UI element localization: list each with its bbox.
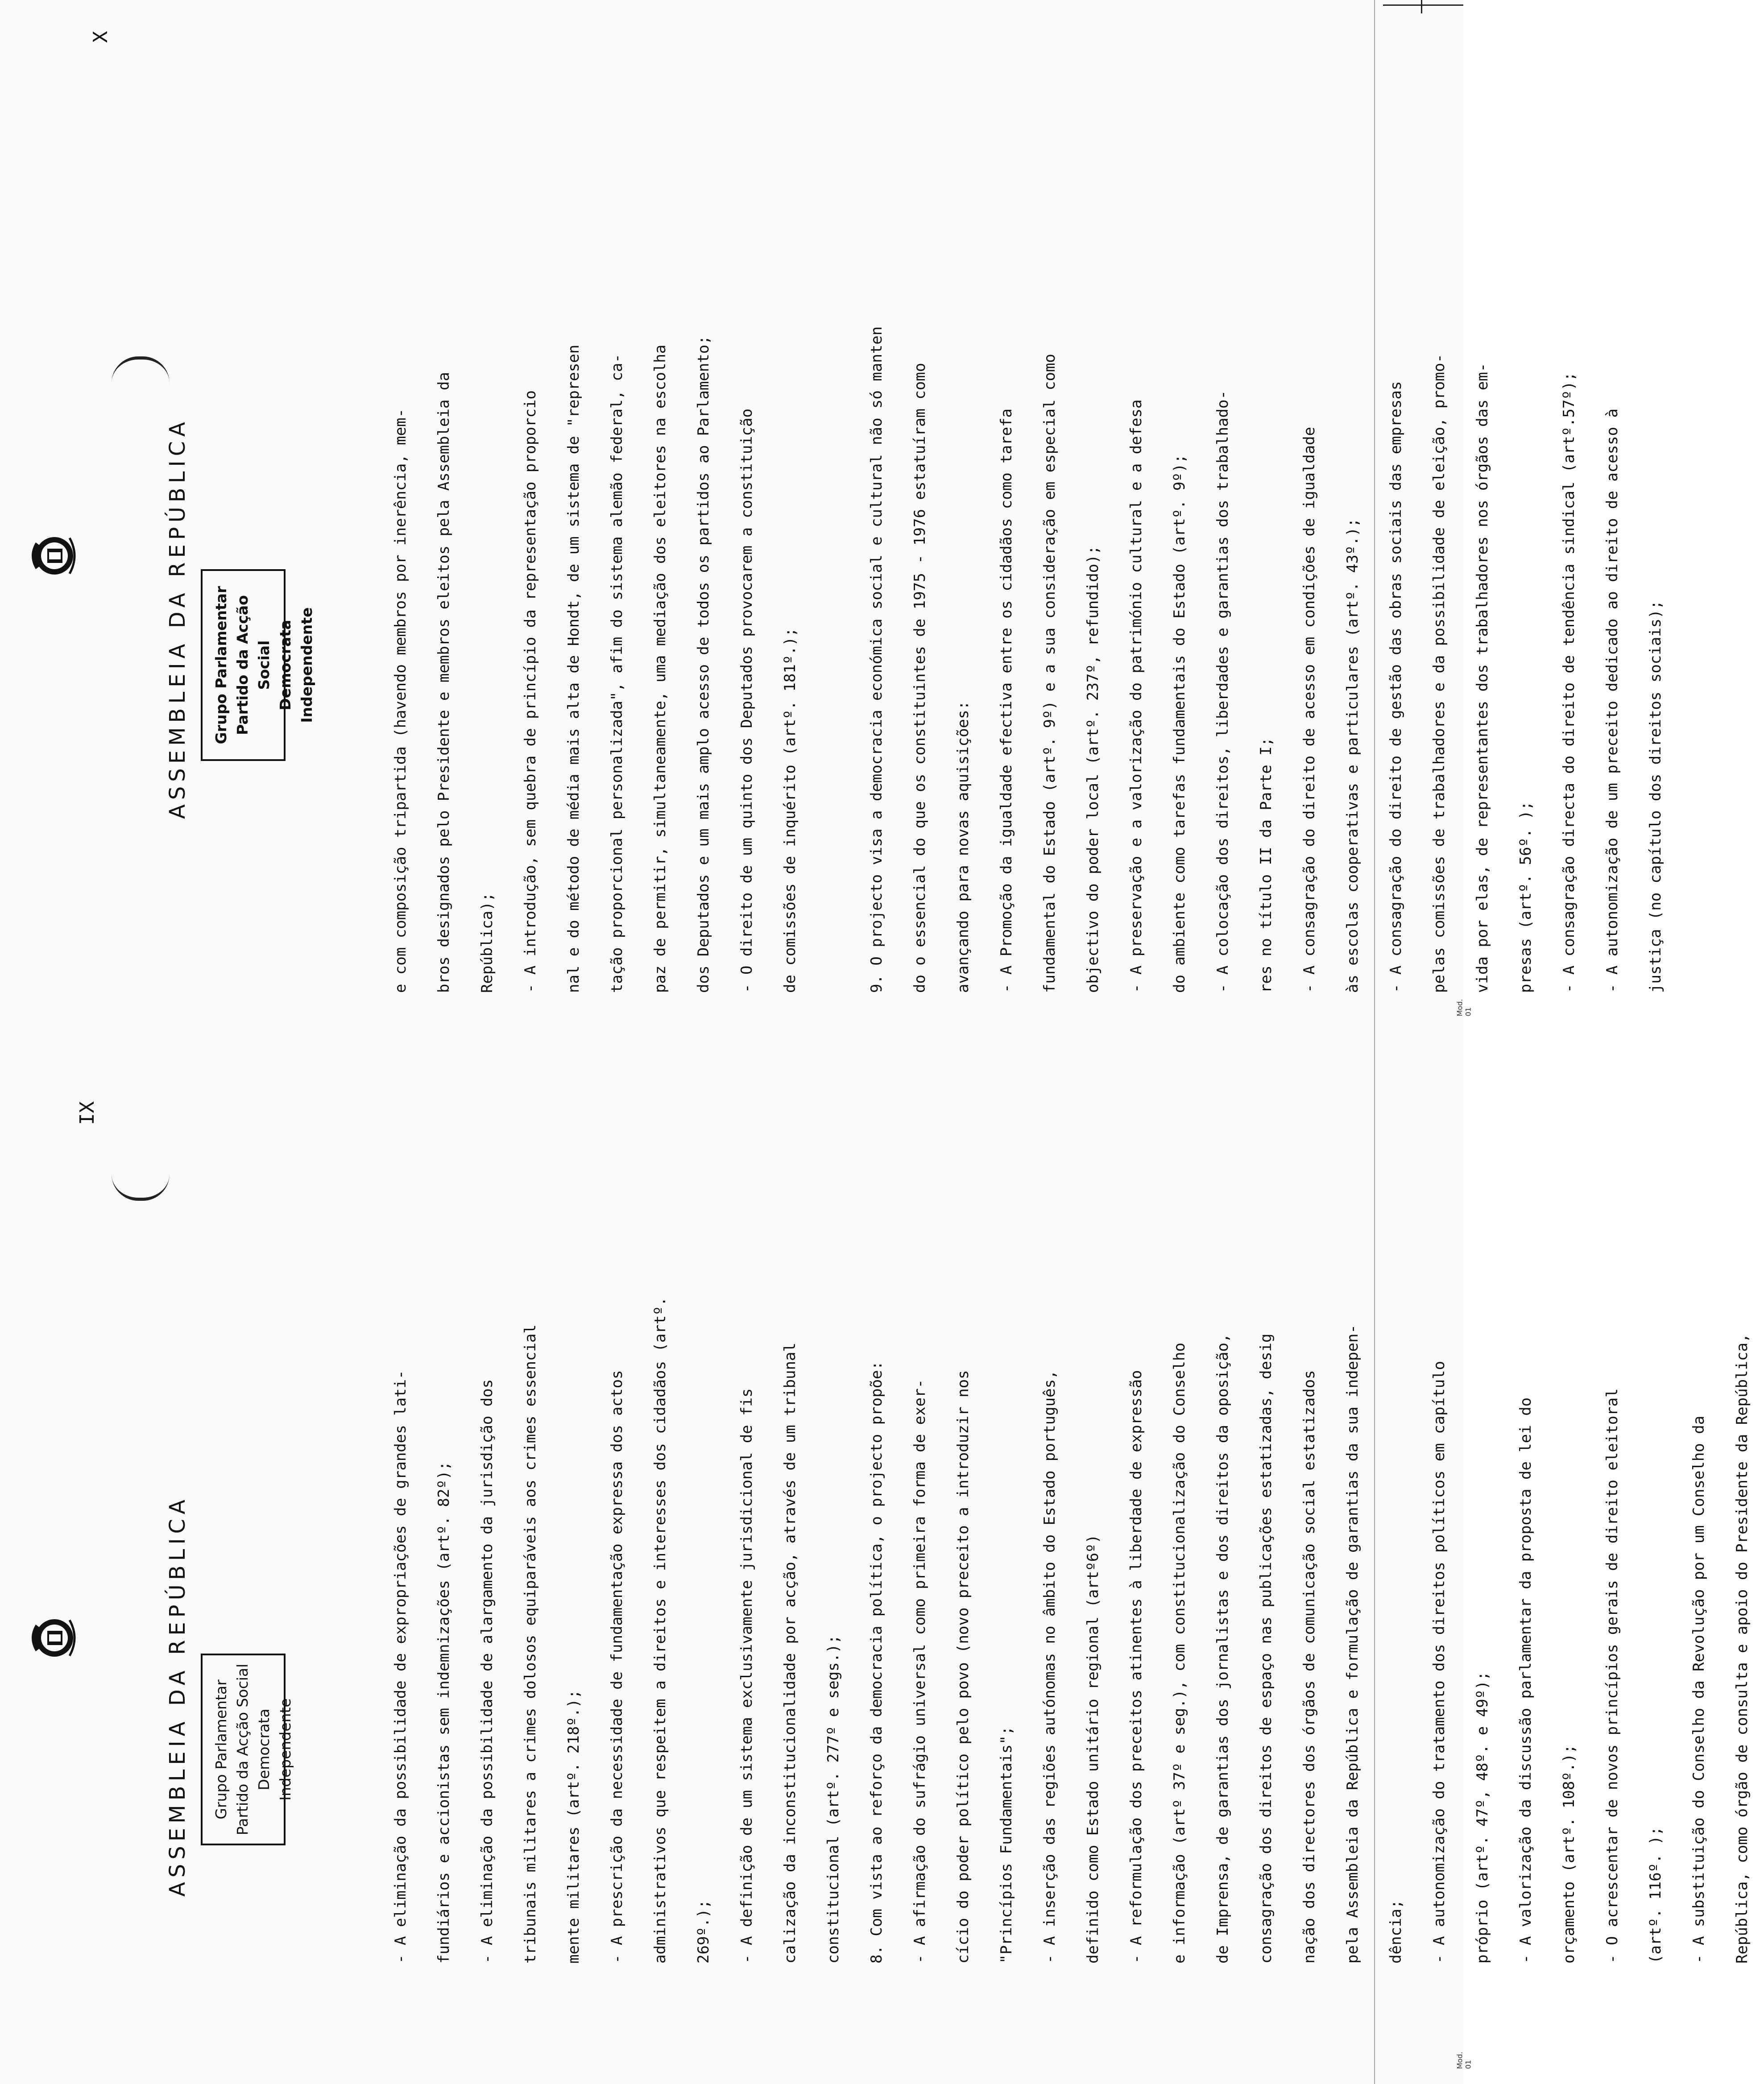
text-line: - A eliminação da possibilidade de expropriações de grandes lati- [392,1370,410,1964]
text-line: vida por elas, de representantes dos trabalhadores nos órgãos das em- [1474,363,1491,993]
text-line: - A afirmação do sufrágio universal como primeira forma de exer- [911,1379,929,1964]
punch-hole-mark [112,1162,170,1201]
punch-hole-mark [112,356,170,395]
text-line: de comissões de inquérito (artº. 181º.); [781,628,799,993]
group-box-line: Democrata Independente [255,1698,294,1801]
group-box-line: Democrata Independente [277,607,315,723]
text-line: nação dos directores dos órgãos de comunicação social estatizados [1300,1370,1318,1964]
text-line: constitucional (artº. 277º e segs.); [824,1635,842,1964]
text-line: avançando para novas aquisições: [954,700,972,993]
text-line: administrativos que respeitem a direitos e interesses dos cidadãos (artº. [651,1297,669,1964]
page-number: IX [76,1101,99,1125]
text-line: mente militares (artº. 218º.); [565,1689,583,1964]
right-body-text [379,327,1677,993]
text-line: - O acrescentar de novos princípios gerais de direito eleitoral [1603,1388,1621,1964]
text-line: paz de permitir, simultaneamente, uma mediação dos eleitores na escolha [651,344,669,993]
text-line: e com composição tripartida (havendo membros por inerência, mem- [392,408,410,993]
text-line: - A preservação e a valorização do património cultural e a defesa [1127,399,1145,993]
text-line: nal e do método de média mais alta de Hondt, de um sistema de "represen [565,344,583,993]
text-line: calização da inconstitucionalidade por acção, através de um tribunal [781,1343,799,1964]
text-line: 9. O projecto visa a democracia económica social e cultural não só manten [868,326,886,993]
text-line: - A consagração do direito de acesso em condições de igualdade [1300,426,1318,993]
text-line: - A prescrição da necessidade de fundamentação expressa dos actos [608,1370,626,1964]
text-line: - A introdução, sem quebra de princípio da representação proporcio [522,390,539,993]
text-line: República); [478,892,496,993]
text-line: bros designados pelo Presidente e membros eleitos pela Assembleia da [435,372,453,993]
text-line: 8. Com vista ao reforço da democracia política, o projecto propõe: [868,1360,886,1964]
text-line: - A autonomização do tratamento dos direitos políticos em capítulo [1430,1360,1448,1964]
coat-of-arms-emblem [27,529,80,583]
text-line: 269º.); [695,1899,712,1964]
group-box-line: Grupo Parlamentar [212,586,230,744]
text-line: definido como Estado unitário regional (artº6º) [1084,1534,1102,1964]
group-box-line: Grupo Parlamentar [212,1679,230,1819]
text-line: pela Assembleia da República e formulação de garantias da sua indepen- [1344,1324,1362,1964]
text-line: de Imprensa, de garantias dos jornalistas e dos direitos da oposição, [1214,1333,1232,1964]
text-line [812,327,855,993]
text-line: - A colocação dos direitos, liberdades e garantias dos trabalhado- [1214,390,1232,993]
text-line: objectivo do poder local (artº. 237º, refundido); [1084,545,1102,993]
text-line: do ambiente como tarefas fundamentais do Estado (artº. 9º); [1171,454,1188,993]
text-line: - A substituição do Conselho da Revolução por um Conselho da [1690,1415,1708,1964]
text-line: "Princípios Fundamentais"; [998,1726,1015,1964]
text-line: pelas comissões de trabalhadores e da possibilidade de eleição, promo- [1430,354,1448,993]
coat-of-arms-emblem [27,1611,80,1665]
assembly-header-title: ASSEMBLEIA DA REPÚBLICA [165,1495,190,1897]
text-line: res no título II da Parte I; [1257,737,1275,993]
margin-mark: Mod. 01 [1455,999,1473,1017]
text-line: - A inserção das regiões autónomas no âmbito do Estado português, [1041,1370,1059,1964]
text-line: cício do poder político pelo povo (novo preceito a introduzir nos [954,1370,972,1964]
text-line: tribunais militares a crimes dolosos equiparáveis aos crimes essencial [522,1324,539,1964]
text-line: e informação (artº 37º e seg.), com constitucionalização do Conselho [1171,1343,1188,1964]
parliamentary-group-box [201,569,315,761]
assembly-header-title: ASSEMBLEIA DA REPÚBLICA [165,418,190,819]
text-line: - O direito de um quinto dos Deputados provocarem a constituição [738,408,756,993]
text-line: - A valorização da discussão parlamentar da proposta de lei do [1517,1397,1535,1964]
text-line: às escolas cooperativas e particulares (artº. 43º.); [1344,518,1362,993]
text-line: - A Promoção da igualdade efectiva entre os cidadãos como tarefa [998,408,1015,993]
text-line: - A reformulação dos preceitos atinentes à liberdade de expressão [1127,1370,1145,1964]
text-line: dos Deputados e um mais amplo acesso de todos os partidos ao Parlamento; [695,335,712,993]
parliamentary-group-box [201,1654,294,1845]
text-line: fundiários e accionistas sem indemnizações (artº. 82º); [435,1461,453,1964]
text-line: - A consagração directa do direito de tendência sindical (artº.57º); [1560,372,1578,993]
margin-mark: Mod. 01 [1455,2051,1473,2069]
text-line: tação proporcional personalizada", afim do sistema alemão federal, ca- [608,354,626,993]
text-line: próprio (artº. 47º, 48º. e 49º); [1474,1671,1491,1964]
text-line: fundamental do Estado (artº. 9º) e a sua consideração em especial como [1041,354,1059,993]
text-line: presas (artº. 56º. ); [1517,801,1535,993]
group-box-line: Partido da Acção Social [234,595,273,735]
group-box-line: Partido da Acção Social [234,1663,251,1836]
text-line: - A eliminação da possibilidade de alargamento da jurisdição dos [478,1379,496,1964]
text-line: orçamento (artº. 108º.); [1560,1744,1578,1964]
text-line: (artº. 116º. ); [1647,1826,1665,1964]
text-line: - A definição de um sistema exclusivamente jurisdicional de fis [738,1388,756,1964]
page-number: X [89,31,112,43]
text-line: do o essencial do que os constituintes de 1975 - 1976 estatuíram como [911,363,929,993]
text-line: dência; [1387,1899,1405,1964]
text-line: - A consagração do direito de gestão das obras sociais das empresas [1387,381,1405,993]
left-body-text [379,1297,1764,1964]
text-line: República, como órgão de consulta e apoio do Presidente da República, [1733,1333,1751,1964]
text-line: justiça (no capítulo dos direitos sociais); [1647,600,1665,993]
text-line: consagração dos direitos de espaço nas publicações estatizadas, desig [1257,1333,1275,1964]
text-line: - A autonomização de um preceito dedicado ao direito de acesso à [1603,408,1621,993]
